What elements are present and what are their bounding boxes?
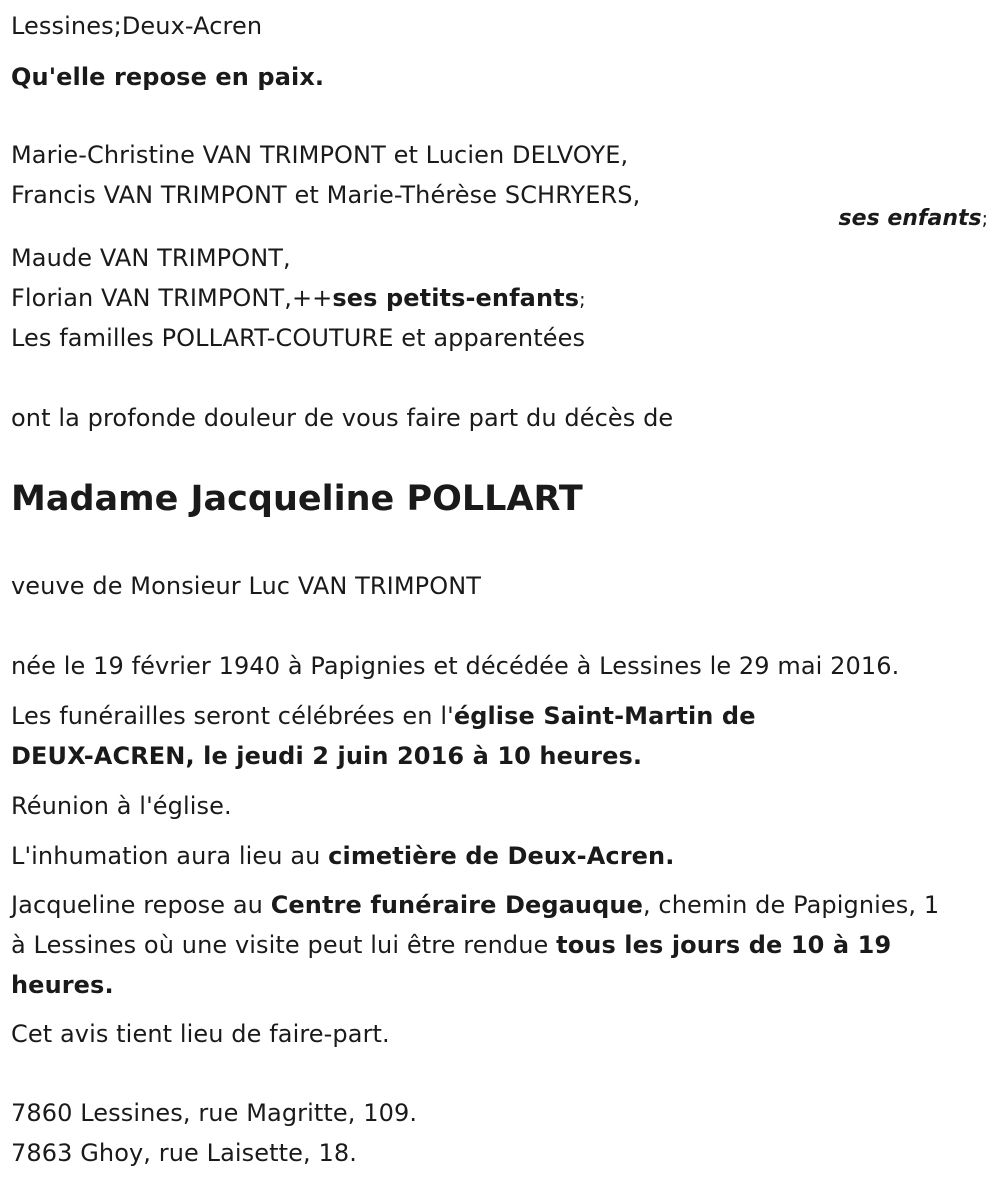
- birth-death-line: née le 19 février 1940 à Papignies et décédée à Lessines le 29 mai 2016.: [11, 652, 900, 680]
- location-line: Lessines;Deux-Acren: [11, 12, 263, 40]
- deceased-name: Madame Jacqueline POLLART: [11, 479, 583, 519]
- grandchild-line-2: [11, 283, 586, 315]
- rip-line: Qu'elle repose en paix.: [11, 63, 325, 91]
- visit-line: [11, 930, 891, 960]
- children-label: [839, 204, 988, 234]
- burial-pre: L'inhumation aura lieu au: [11, 842, 329, 870]
- burial-line: [11, 841, 674, 871]
- address-line-2: 7863 Ghoy, rue Laisette, 18.: [11, 1139, 357, 1167]
- rest-line: [11, 890, 939, 920]
- grandchildren-label: ses petits-enfants: [332, 284, 580, 312]
- address-line-1: 7860 Lessines, rue Magritte, 109.: [11, 1099, 418, 1127]
- children-label-sep: ;: [981, 208, 988, 230]
- visit-line-2: heures.: [11, 971, 114, 999]
- families-line: Les familles POLLART-COUTURE et apparentées: [11, 324, 586, 352]
- widow-line: veuve de Monsieur Luc VAN TRIMPONT: [11, 572, 482, 600]
- grandchild-names: Florian VAN TRIMPONT,++: [11, 284, 333, 312]
- notice-line: Cet avis tient lieu de faire-part.: [11, 1020, 390, 1048]
- rest-place: Centre funéraire Degauque: [270, 891, 643, 919]
- grandchild-line-1: Maude VAN TRIMPONT,: [11, 244, 291, 272]
- meeting-line: Réunion à l'église.: [11, 792, 232, 820]
- funeral-line-1: [11, 701, 756, 731]
- child-line-2: Francis VAN TRIMPONT et Marie-Thérèse SCHRYERS,: [11, 181, 641, 209]
- children-label-text: ses enfants: [838, 206, 982, 231]
- rest-post: , chemin de Papignies, 1: [642, 891, 940, 919]
- visit-hours: tous les jours de 10 à 19: [556, 931, 892, 959]
- visit-pre: à Lessines où une visite peut lui être rendue: [11, 931, 557, 959]
- announcement-line: ont la profonde douleur de vous faire part du décès de: [11, 404, 674, 432]
- grandchildren-sep: ;: [579, 289, 586, 311]
- rest-pre: Jacqueline repose au: [11, 891, 271, 919]
- funeral-pre: Les funérailles seront célébrées en l': [11, 702, 454, 730]
- burial-place: cimetière de Deux-Acren.: [328, 842, 675, 870]
- funeral-church: église Saint-Martin de: [453, 702, 756, 730]
- funeral-line-2: DEUX-ACREN, le jeudi 2 juin 2016 à 10 heures.: [11, 742, 643, 770]
- child-line-1: Marie-Christine VAN TRIMPONT et Lucien DELVOYE,: [11, 141, 629, 169]
